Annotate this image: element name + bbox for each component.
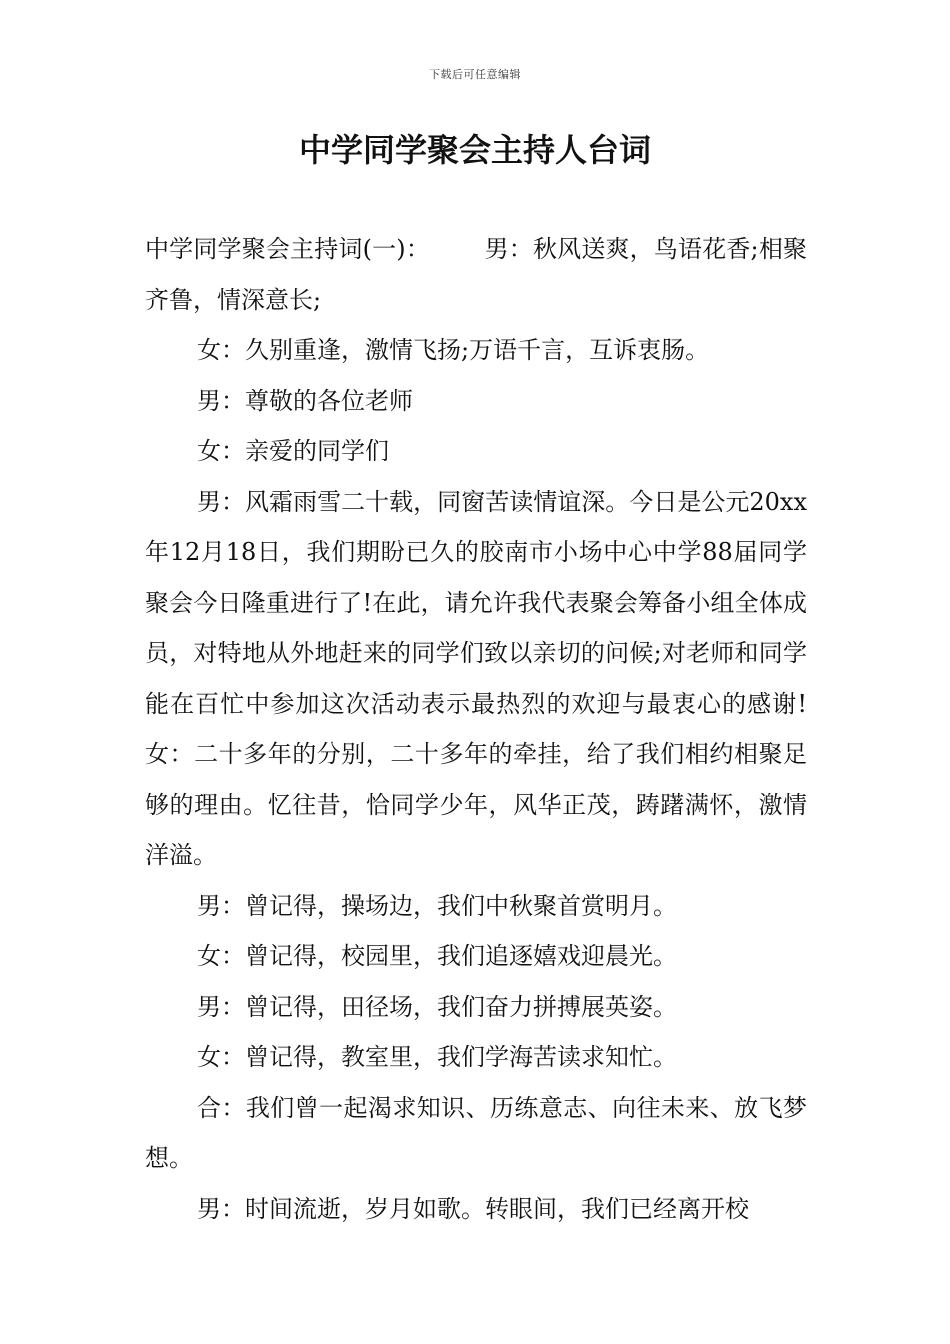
paragraph: 女：曾记得，校园里，我们追逐嬉戏迎晨光。: [197, 942, 677, 970]
paragraph: 男：曾记得，操场边，我们中秋聚首赏明月。: [197, 891, 677, 920]
paragraph: 女：亲爱的同学们: [197, 437, 389, 465]
paragraph: 女：久别重逢，激情飞扬;万语千言，互诉衷肠。: [197, 336, 710, 364]
header-note: 下载后可任意编辑: [429, 68, 521, 81]
page-title: 中学同学聚会主持人台词: [298, 131, 651, 169]
paragraph: 男：尊敬的各位老师: [197, 386, 413, 415]
paragraph: 男：曾记得，田径场，我们奋力拼搏展英姿。: [197, 992, 677, 1021]
paragraph: 合：我们曾一起渴求知识、历练意志、向往未来、放飞梦想。: [145, 1093, 807, 1172]
paragraph: 男：时间流逝，岁月如歌。转眼间，我们已经离开校: [197, 1194, 749, 1223]
paragraph: 男：风霜雨雪二十载，同窗苦读情谊深。今日是公元20xx年12月18日，我们期盼已久的胶南市小场中心中学88届同学聚会今日隆重进行了!在此，请允许我代表聚会筹备小组全体成员，对特地从外地赶来的同学们致以亲切的问候;对老师和同学能在百忙中参加这次活动表示最热烈的欢迎与最衷心的感谢! 女：二十多年的分别，二十多年的牵挂，给了我们相约相聚足够的理由。忆往昔，恰同学少年，风华正茂，踌躇满怀，激情洋溢。: [145, 487, 815, 869]
paragraph: 中学同学聚会主持词(一)： 男：秋风送爽，鸟语花香;相聚齐鲁，情深意长;: [145, 235, 807, 314]
paragraph: 女：曾记得，教室里，我们学海苦读求知忙。: [197, 1043, 677, 1071]
document-body: [145, 224, 815, 1234]
